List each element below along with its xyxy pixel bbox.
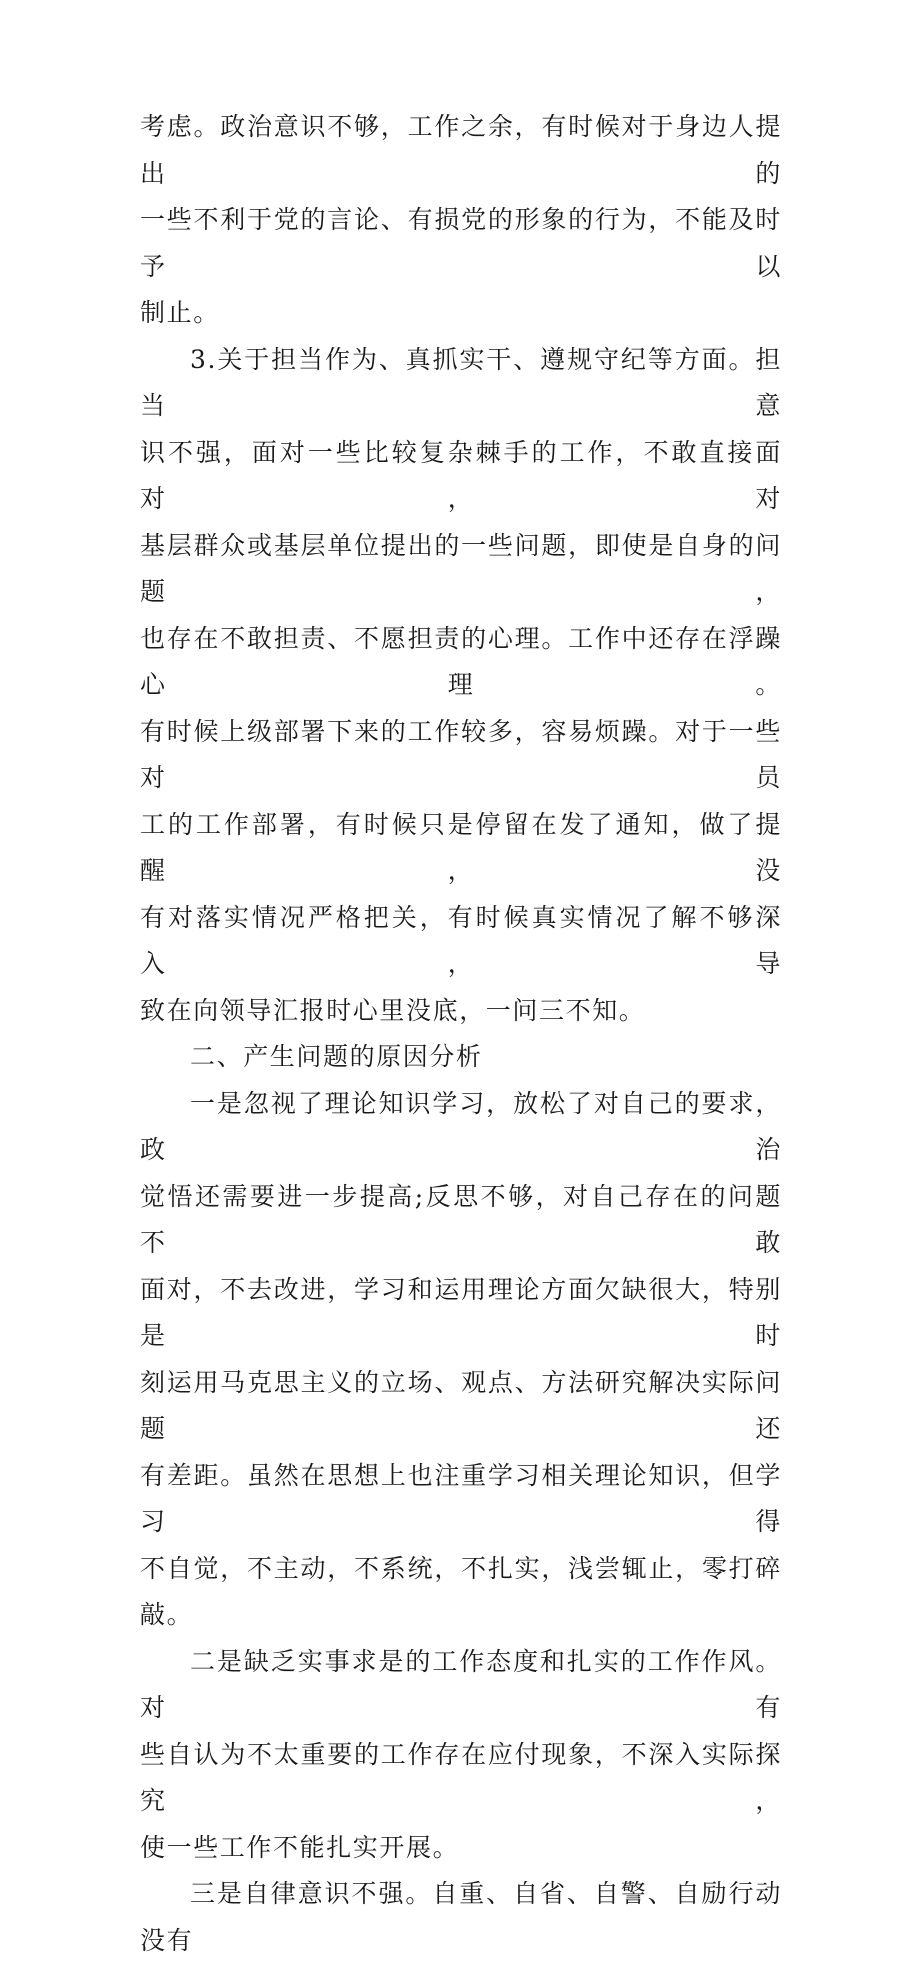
document-body bbox=[140, 104, 782, 1964]
paragraph-line: 制止。 bbox=[140, 298, 220, 327]
paragraph-line: 也存在不敢担责、不愿担责的心理。工作中还存在浮躁心理。 bbox=[140, 623, 782, 699]
paragraph-line: 有时候上级部署下来的工作较多，容易烦躁。对于一些对员 bbox=[140, 716, 782, 792]
paragraph-line: 二是缺乏实事求是的工作态度和扎实的工作作风。对有 bbox=[140, 1646, 782, 1722]
paragraph-line: 不自觉，不主动，不系统，不扎实，浅尝辄止，零打碎敲。 bbox=[140, 1553, 782, 1629]
paragraph-line: 些自认为不太重要的工作存在应付现象，不深入实际探究， bbox=[140, 1739, 782, 1815]
paragraph-line: 基层群众或基层单位提出的一些问题，即使是自身的问题， bbox=[140, 530, 782, 606]
paragraph-line: 有对落实情况严格把关，有时候真实情况了解不够深入，导 bbox=[140, 902, 782, 978]
paragraph-line: 使一些工作不能扎实开展。 bbox=[140, 1832, 460, 1862]
paragraph-line: 刻运用马克思主义的立场、观点、方法研究解决实际问题还 bbox=[140, 1367, 782, 1443]
paragraph-line: 三是自律意识不强。自重、自省、自警、自励行动没有 bbox=[140, 1879, 782, 1955]
paragraph-line: 工的工作部署，有时候只是停留在发了通知，做了提醒，没 bbox=[140, 809, 782, 885]
section-heading: 二、产生问题的原因分析 bbox=[190, 1042, 483, 1071]
paragraph-line: 觉悟还需要进一步提高;反思不够，对自己存在的问题不敢 bbox=[140, 1181, 782, 1257]
paragraph-line: 面对，不去改进，学习和运用理论方面欠缺很大，特别是时 bbox=[140, 1274, 782, 1350]
paragraph-line: 一是忽视了理论知识学习，放松了对自己的要求，政治 bbox=[140, 1088, 782, 1164]
paragraph-line: 致在向领导汇报时心里没底，一问三不知。 bbox=[140, 995, 646, 1025]
paragraph-line: 3.关于担当作为、真抓实干、遵规守纪等方面。担当意 bbox=[140, 344, 782, 420]
paragraph-line: 有差距。虽然在思想上也注重学习相关理论知识，但学习得 bbox=[140, 1460, 782, 1536]
paragraph-line: 一些不利于党的言论、有损党的形象的行为，不能及时予以 bbox=[140, 205, 782, 281]
paragraph-line: 考虑。政治意识不够，工作之余，有时候对于身边人提出的 bbox=[140, 112, 782, 188]
paragraph-line: 识不强，面对一些比较复杂棘手的工作，不敢直接面对，对 bbox=[140, 437, 782, 513]
